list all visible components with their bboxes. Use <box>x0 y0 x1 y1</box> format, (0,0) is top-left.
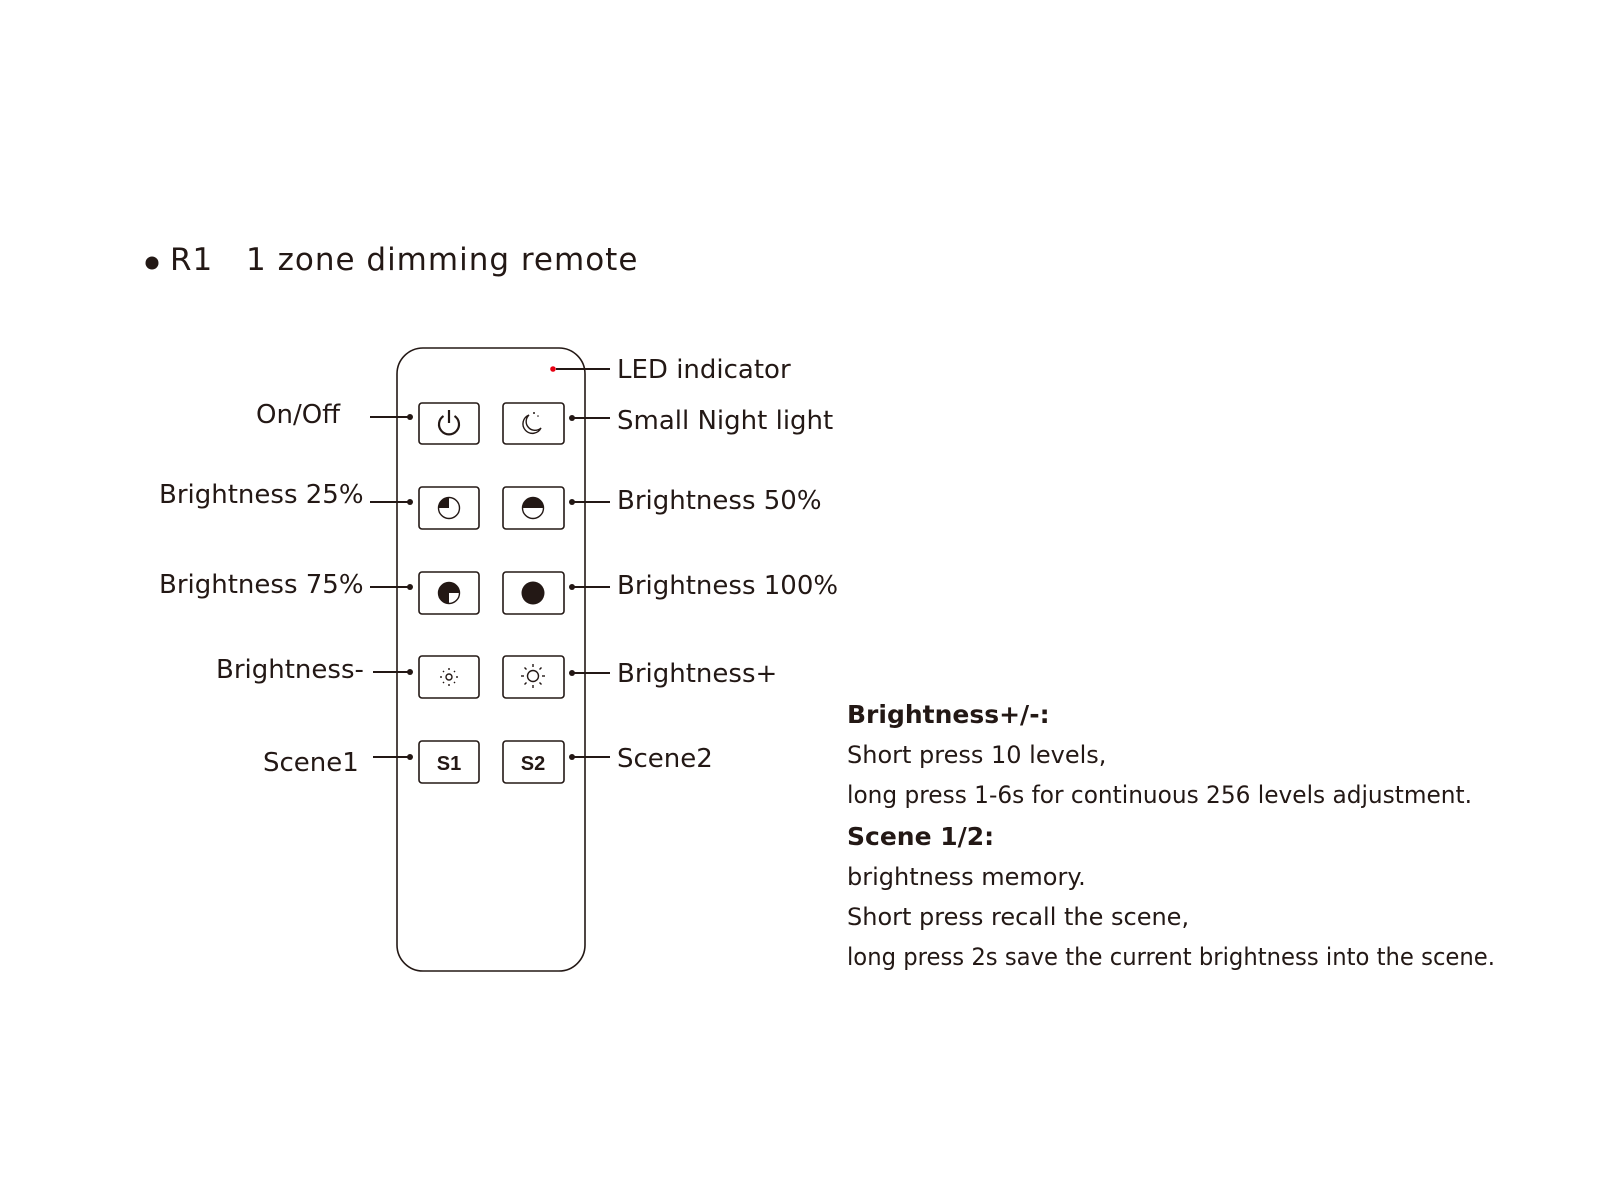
brightness-line2: long press 1-6s for continuous 256 levels adjustment. <box>847 781 1472 809</box>
scene-heading: Scene 1/2: <box>847 822 995 851</box>
brightness-100-label: Brightness 100% <box>617 571 839 601</box>
s1-label: S1 <box>436 753 462 775</box>
scene2-button[interactable] <box>503 741 564 783</box>
brightness-75-label: Brightness 75% <box>159 570 364 600</box>
title-bullet <box>146 257 159 270</box>
scene-line2: Short press recall the scene, <box>847 903 1190 931</box>
brightness-100-button[interactable] <box>503 572 564 614</box>
on-off-label: On/Off <box>256 400 341 430</box>
brightness-plus-label: Brightness+ <box>617 659 778 689</box>
brightness-line1: Short press 10 levels, <box>847 741 1107 769</box>
brightness-heading: Brightness+/-: <box>847 700 1050 729</box>
led-indicator-label: LED indicator <box>617 355 791 385</box>
scene-line3: long press 2s save the current brightness into the scene. <box>847 943 1495 971</box>
three-quarter-circle-icon <box>439 583 460 604</box>
title-model: R1 <box>170 242 214 278</box>
brightness-plus-button[interactable] <box>503 656 564 698</box>
scene1-label: Scene1 <box>263 748 359 778</box>
small-night-light-button[interactable] <box>503 403 564 444</box>
scene2-label: Scene2 <box>617 744 713 774</box>
brightness-minus-label: Brightness- <box>216 655 364 685</box>
on-off-button[interactable] <box>419 403 479 444</box>
brightness-25-button[interactable] <box>419 487 479 529</box>
brightness-50-label: Brightness 50% <box>617 486 822 516</box>
brightness-75-button[interactable] <box>419 572 479 614</box>
s2-label: S2 <box>520 753 546 775</box>
scene-line1: brightness memory. <box>847 863 1086 891</box>
full-circle-icon <box>522 582 545 605</box>
small-night-light-label: Small Night light <box>617 406 834 436</box>
brightness-50-button[interactable] <box>503 487 564 529</box>
title <box>146 242 639 278</box>
title-text: 1 zone dimming remote <box>246 242 639 278</box>
scene1-button[interactable] <box>419 741 479 783</box>
brightness-minus-button[interactable] <box>419 656 479 698</box>
led-indicator <box>550 366 556 372</box>
description <box>847 700 1495 971</box>
brightness-25-label: Brightness 25% <box>159 480 364 510</box>
